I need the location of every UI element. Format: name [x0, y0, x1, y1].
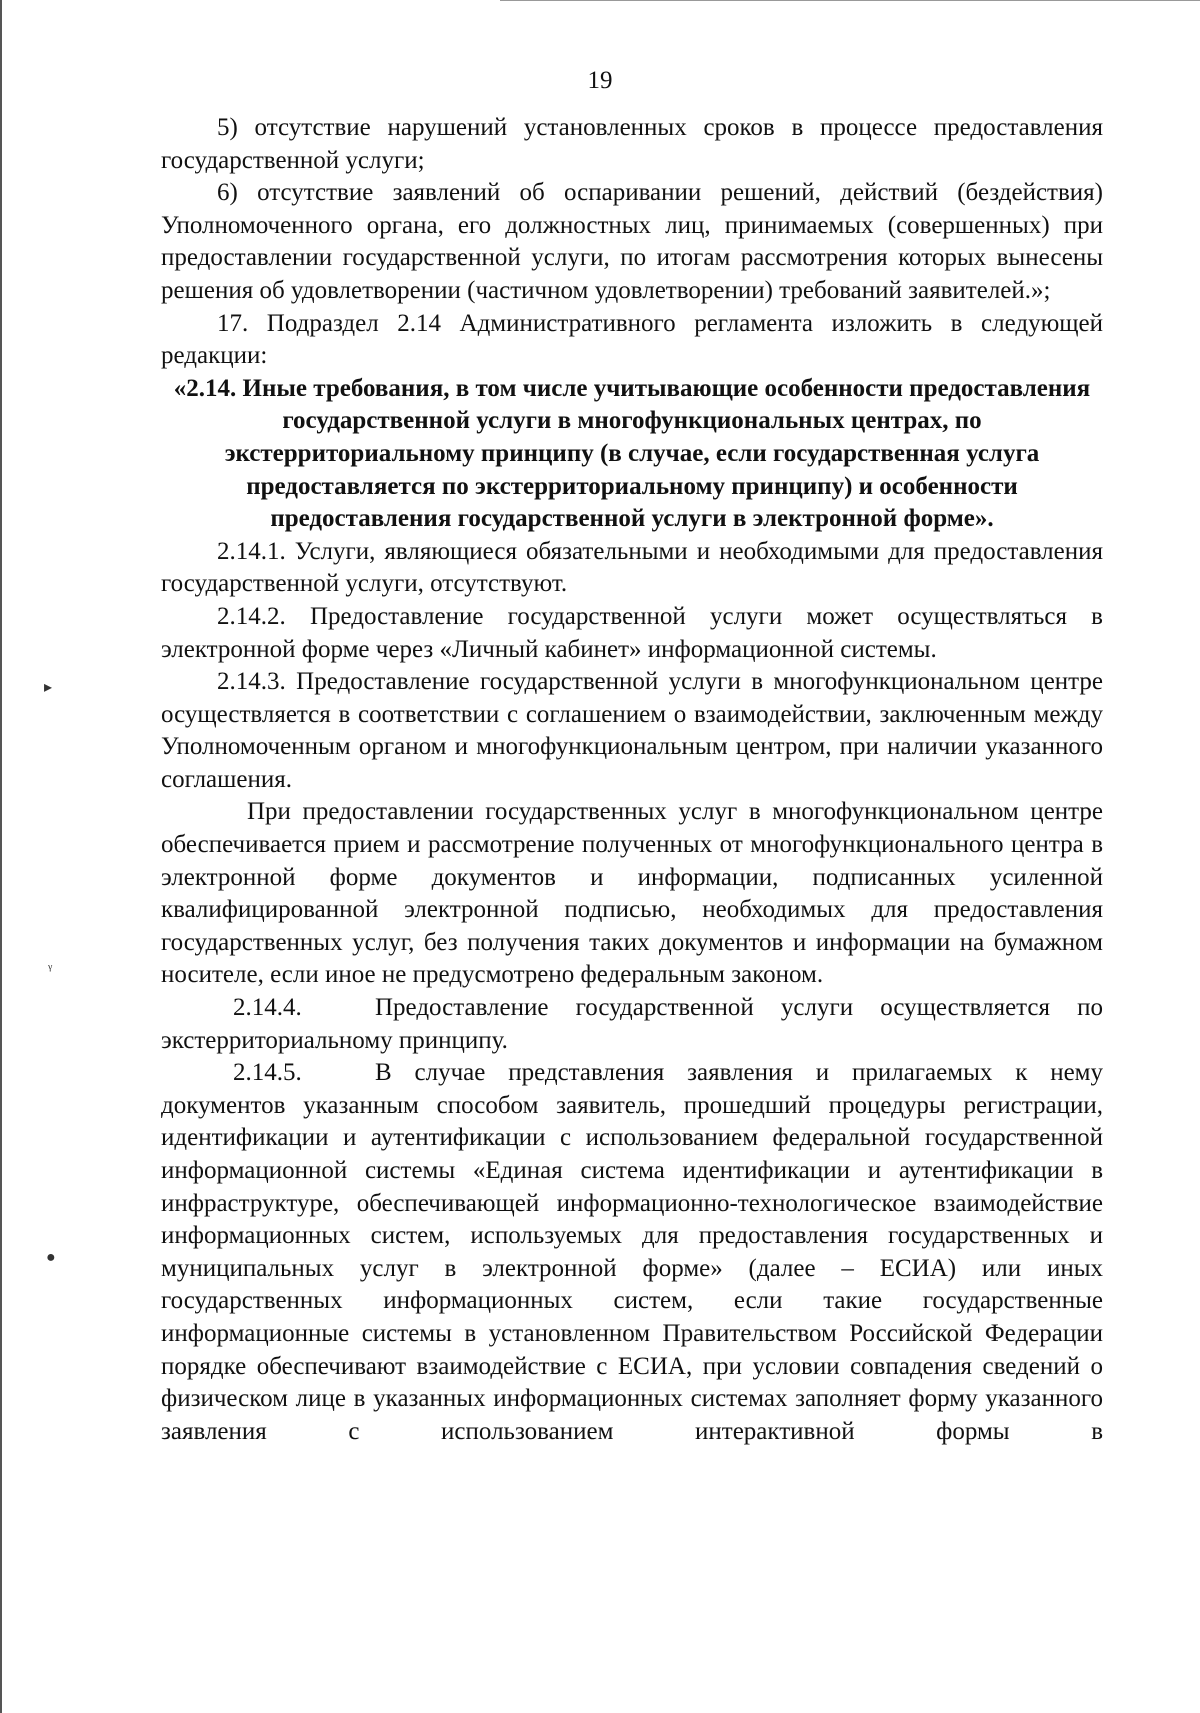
paragraph-2-14-4 — [161, 992, 1103, 1057]
paragraph-2-14-3: 2.14.3. Предоставление государственной услуги в многофункциональном центре осуществляется в соответствии с соглашением о взаимодействии, заключенным между Уполномоченным органом и многофункциональным центром, при наличии указанного соглашения. — [161, 668, 1103, 793]
paragraph-mfc: При предоставлении государственных услуг в многофункциональном центре обеспечивается прием и рассмотрение полученных от многофункционального центра в электронной форме документов и информации, подписанных усиленной квалифицированной электронной подписью, необходимых для предоставления государственных услуг, без получения таких документов и информации на бумажном носителе, если иное не предусмотрено федеральным законом. — [161, 798, 1103, 989]
scan-mark: ᵞ — [48, 961, 53, 978]
scan-mark: ▸ — [44, 679, 53, 696]
section-heading: «2.14. Иные требования, в том числе учитывающие особенности предоставления государственной услуги в многофункциональных центрах, по экстерриториальному принципу (в случае, если государственная услуга предоставляется по экстерриториальному принципу) и особенности предоставления государственной услуги в электронной форме». — [173, 374, 1091, 533]
paragraph-item-17: 17. Подраздел 2.14 Административного регламента изложить в следующей редакции: — [161, 309, 1103, 370]
paragraph-2-14-1: 2.14.1. Услуги, являющиеся обязательными и необходимыми для предоставления государственной услуги, отсутствуют. — [161, 537, 1103, 598]
paragraph-number: 2.14.5. — [233, 1059, 302, 1087]
scan-mark: ● — [46, 1249, 56, 1266]
paragraph-number: 2.14.4. — [233, 994, 302, 1022]
paragraph-2-14-5 — [161, 1057, 1103, 1448]
scan-left-edge — [0, 0, 2, 1713]
scan-top-edge — [500, 0, 1200, 1]
document-body — [161, 112, 1103, 1448]
paragraph-item-6: 6) отсутствие заявлений об оспаривании решений, действий (бездействия) Уполномоченного органа, его должностных лиц, принимаемых (совершенных) при предоставлении государственной услуги, по итогам рассмотрения которых вынесены решения об удовлетворении (частичном удовлетворении) требований заявителей.»; — [161, 179, 1103, 304]
page-number: 19 — [587, 67, 613, 94]
paragraph-text: Предоставление государственной услуги осуществляется по экстерриториальному принципу. — [161, 994, 1103, 1054]
paragraph-item-5: 5) отсутствие нарушений установленных сроков в процессе предоставления государственной услуги; — [161, 114, 1103, 174]
paragraph-2-14-2: 2.14.2. Предоставление государственной услуги может осуществляться в электронной форме через «Личный кабинет» информационной системы. — [161, 602, 1103, 663]
paragraph-text: В случае представления заявления и прилагаемых к нему документов указанным способом заявитель, прошедший процедуры регистрации, идентификации и аутентификации с использованием федеральной государственной информационной системы «Единая система идентификации и аутентификации в инфраструктуре, обеспечивающей информационно-технологическое взаимодействие информационных систем, используемых для предоставления государственных и муниципальных услуг в электронной форме» (далее – ЕСИА) или иных государственных информационных систем, если такие государственные информационные системы в установленном Правительством Российской Федерации порядке обеспечивают взаимодействие с ЕСИА, при условии совпадения сведений о физическом лице в указанных информационных системах заполняет форму указанного заявления с использованием интерактивной формы в — [161, 1059, 1103, 1445]
